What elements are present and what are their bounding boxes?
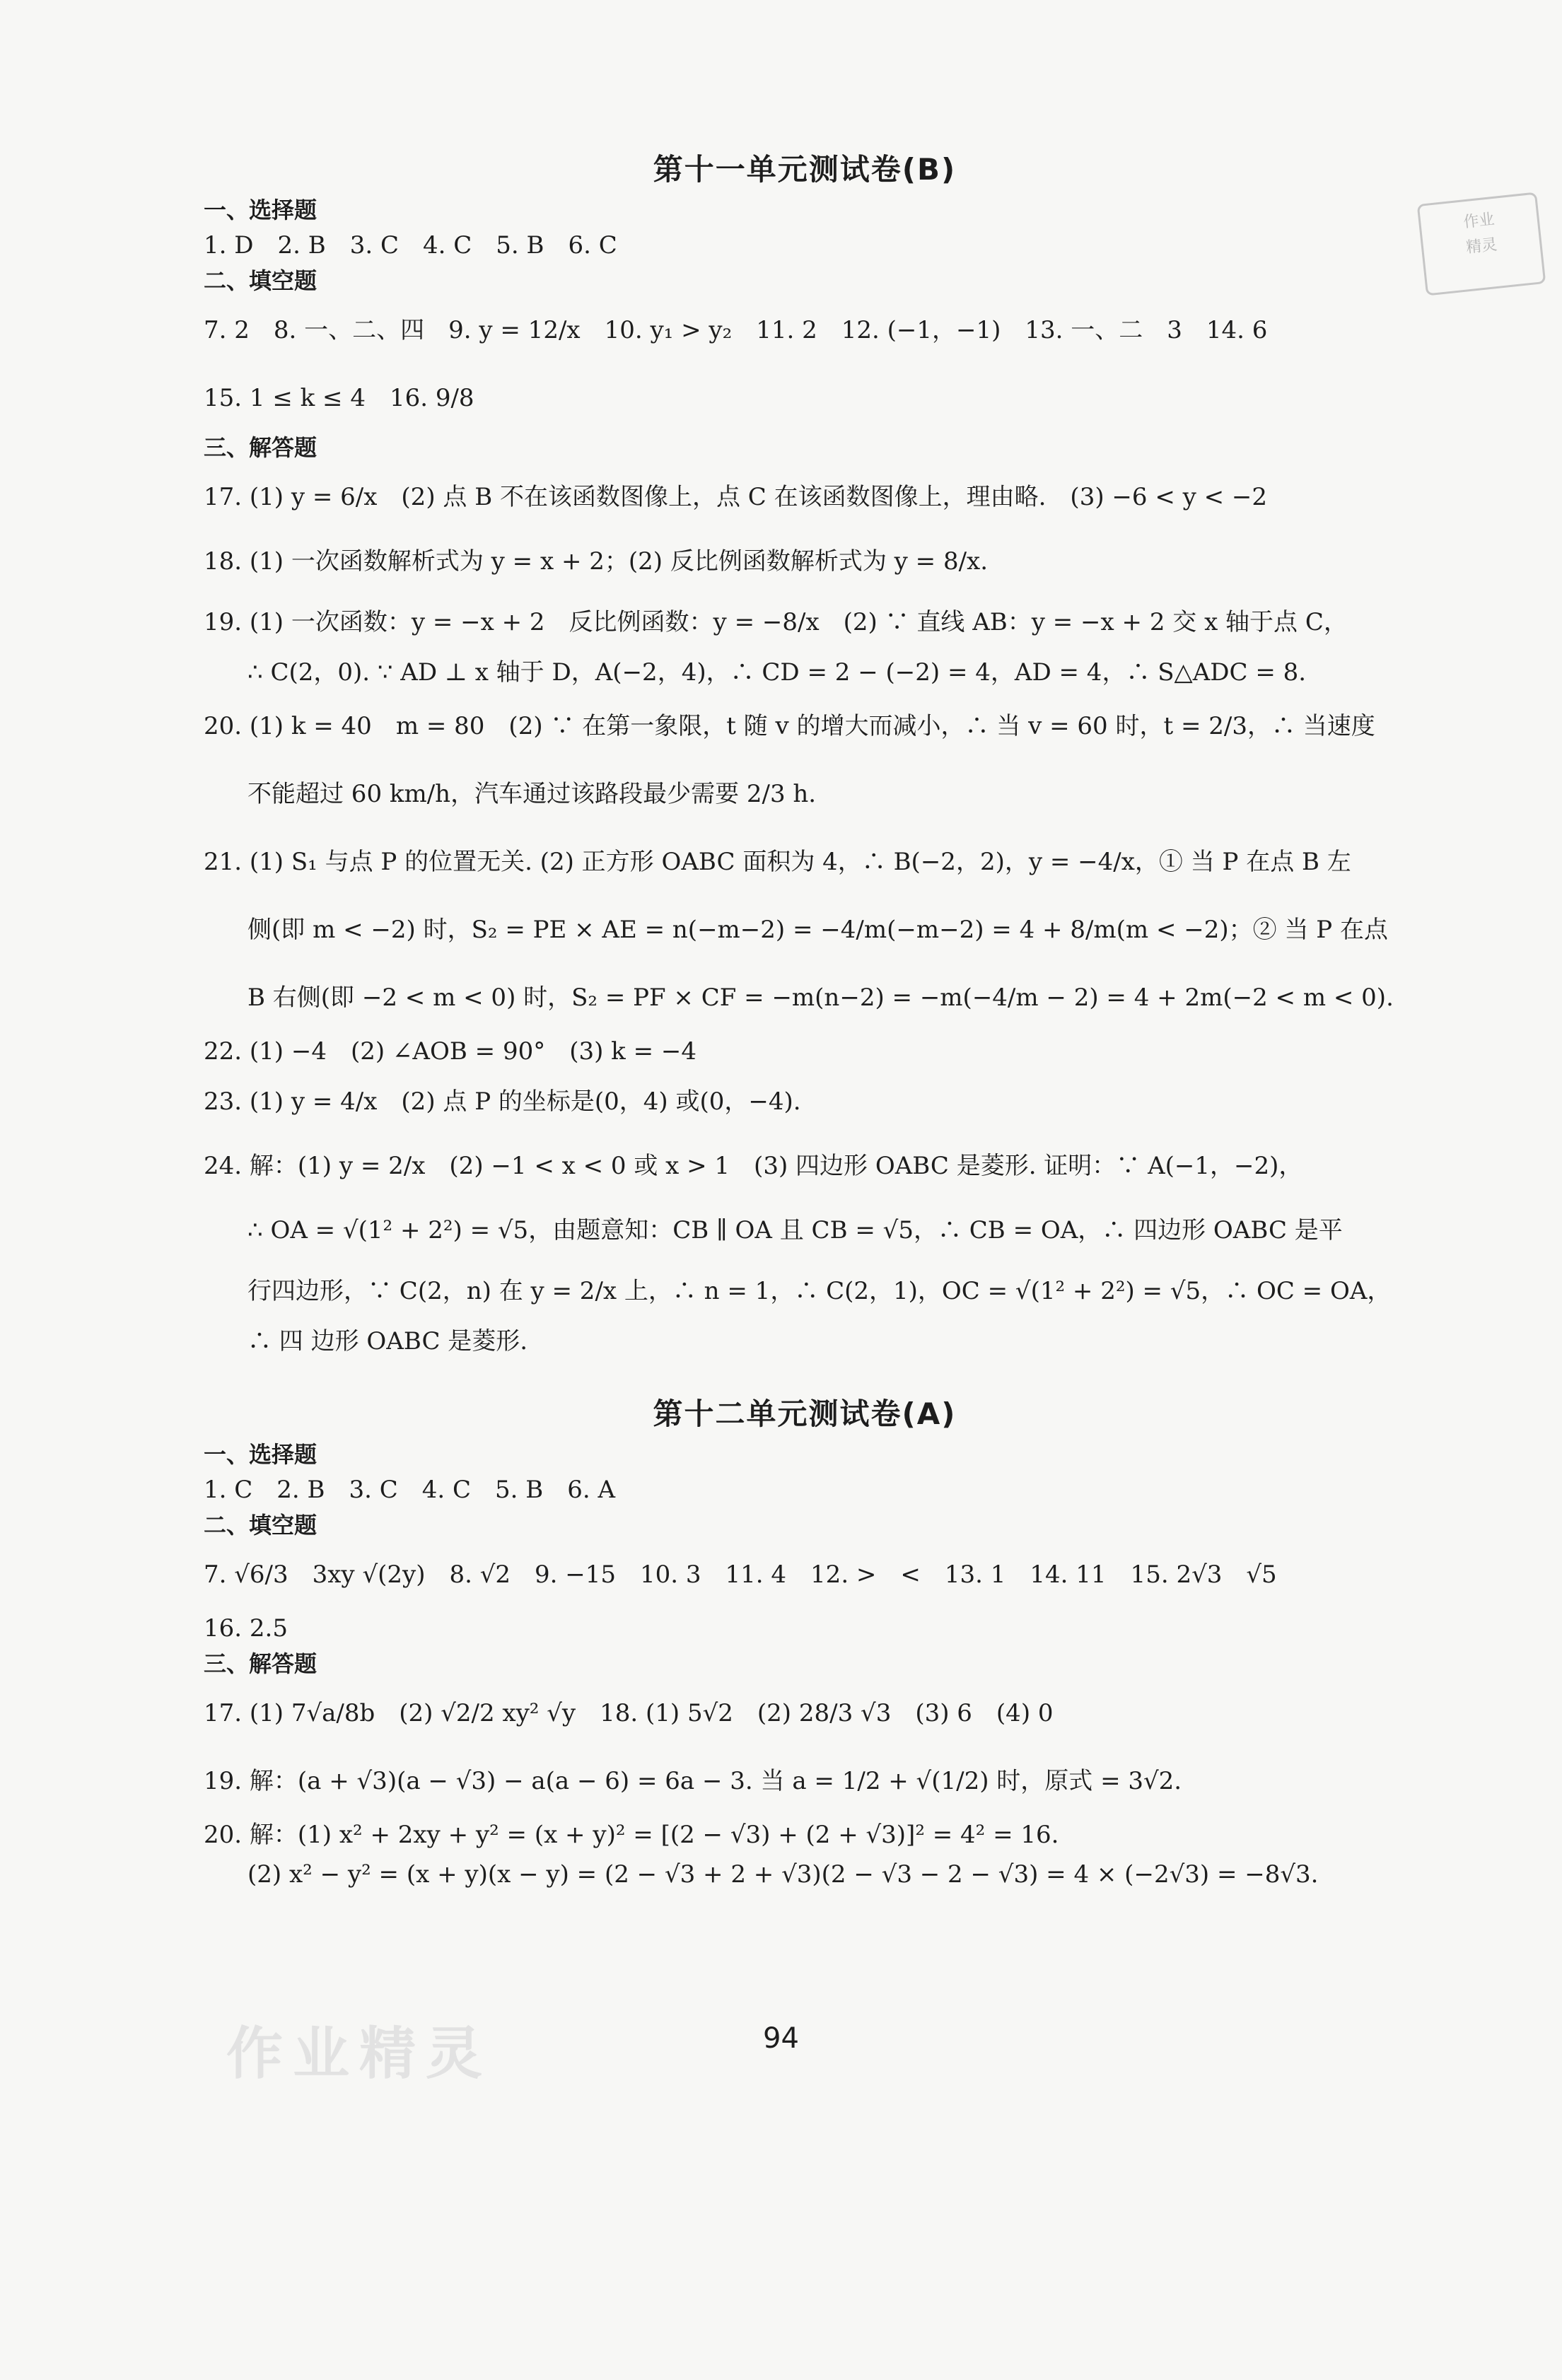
question-type-heading: 二、填空题 <box>204 267 317 294</box>
answer-line: 20. 解：(1) x² + 2xy + y² = (x + y)² = [(2 − √3) + (2 + √3)]² = 4² = 16. <box>204 1821 1059 1849</box>
answer-line: 15. 1 ≤ k ≤ 4 16. 9/8 <box>204 384 474 412</box>
question-type-heading: 一、选择题 <box>204 1441 317 1468</box>
answer-line: 23. (1) y = 4/x (2) 点 P 的坐标是(0，4) 或(0，−4). <box>204 1087 801 1116</box>
section-title: 第十一单元测试卷(B) <box>653 152 957 187</box>
answer-line: 19. (1) 一次函数：y = −x + 2 反比例函数：y = −8/x (2) ∵ 直线 AB：y = −x + 2 交 x 轴于点 C， <box>204 608 1348 636</box>
page-content <box>204 145 1406 1894</box>
answer-line: ∴ C(2，0). ∵ AD ⊥ x 轴于 D，A(−2，4)，∴ CD = 2 − (−2) = 4，AD = 4，∴ S△ADC = 8. <box>247 658 1307 687</box>
stamp-text-1: 作业 <box>1462 210 1496 232</box>
answer-line: 24. 解：(1) y = 2/x (2) −1 < x < 0 或 x > 1 (3) 四边形 OABC 是菱形. 证明：∵ A(−1，−2)， <box>204 1152 1303 1180</box>
section-title: 第十二单元测试卷(A) <box>653 1396 957 1431</box>
answer-line: 19. 解：(a + √3)(a − √3) − a(a − 6) = 6a − 3. 当 a = 1/2 + √(1/2) 时，原式 = 3√2. <box>204 1767 1182 1795</box>
homework-stamp-logo <box>1417 192 1546 296</box>
answer-line: ∴ OA = √(1² + 2²) = √5，由题意知：CB ∥ OA 且 CB = √5，∴ CB = OA，∴ 四边形 OABC 是平 <box>247 1216 1343 1244</box>
answer-line: 侧(即 m < −2) 时，S₂ = PE × AE = n(−m−2) = −4/m(−m−2) = 4 + 8/m(m < −2)；② 当 P 在点 <box>247 916 1388 944</box>
answer-line: 17. (1) y = 6/x (2) 点 B 不在该函数图像上，点 C 在该函数图像上，理由略. (3) −6 < y < −2 <box>204 483 1268 511</box>
answer-line: 16. 2.5 <box>204 1614 288 1643</box>
answer-line: B 右侧(即 −2 < m < 0) 时，S₂ = PF × CF = −m(n−2) = −m(−4/m − 2) = 4 + 2m(−2 < m < 0). <box>247 984 1394 1012</box>
answer-line: 20. (1) k = 40 m = 80 (2) ∵ 在第一象限，t 随 v 的增大而减小，∴ 当 v = 60 时，t = 2/3，∴ 当速度 <box>204 712 1375 740</box>
answer-line: 17. (1) 7√a/8b (2) √2/2 xy² √y 18. (1) 5√2 (2) 28/3 √3 (3) 6 (4) 0 <box>204 1699 1054 1727</box>
answer-line: 22. (1) −4 (2) ∠AOB = 90° (3) k = −4 <box>204 1037 697 1066</box>
answer-line: 不能超过 60 km/h，汽车通过该路段最少需要 2/3 h. <box>247 780 817 808</box>
answer-line: 7. √6/3 3xy √(2y) 8. √2 9. −15 10. 3 11. 4 12. > < 13. 1 14. 11 15. 2√3 √5 <box>204 1561 1277 1589</box>
answer-line: ∴ 四 边形 OABC 是菱形. <box>247 1327 528 1355</box>
answer-line: (2) x² − y² = (x + y)(x − y) = (2 − √3 + 2 + √3)(2 − √3 − 2 − √3) = 4 × (−2√3) = −8√3. <box>247 1860 1319 1889</box>
question-type-heading: 二、填空题 <box>204 1512 317 1539</box>
answer-line: 行四边形，∵ C(2，n) 在 y = 2/x 上，∴ n = 1，∴ C(2，1)，OC = √(1² + 2²) = √5，∴ OC = OA， <box>247 1277 1392 1305</box>
question-type-heading: 三、解答题 <box>204 434 317 461</box>
page-number: 94 <box>763 2022 799 2055</box>
answer-line: 1. C 2. B 3. C 4. C 5. B 6. A <box>204 1476 616 1504</box>
answer-line: 1. D 2. B 3. C 4. C 5. B 6. C <box>204 231 617 259</box>
question-type-heading: 一、选择题 <box>204 197 317 223</box>
watermark: 作业精灵 <box>226 2021 492 2087</box>
answer-line: 7. 2 8. 一、二、四 9. y = 12/x 10. y₁ > y₂ 11. 2 12. (−1，−1) 13. 一、二 3 14. 6 <box>204 316 1268 344</box>
answer-line: 18. (1) 一次函数解析式为 y = x + 2；(2) 反比例函数解析式为 y = 8/x. <box>204 547 989 576</box>
stamp-text-2: 精灵 <box>1465 235 1498 257</box>
question-type-heading: 三、解答题 <box>204 1650 317 1677</box>
section-gap <box>204 1361 1406 1389</box>
answer-line: 21. (1) S₁ 与点 P 的位置无关. (2) 正方形 OABC 面积为 4，∴ B(−2，2)，y = −4/x，① 当 P 在点 B 左 <box>204 848 1351 876</box>
